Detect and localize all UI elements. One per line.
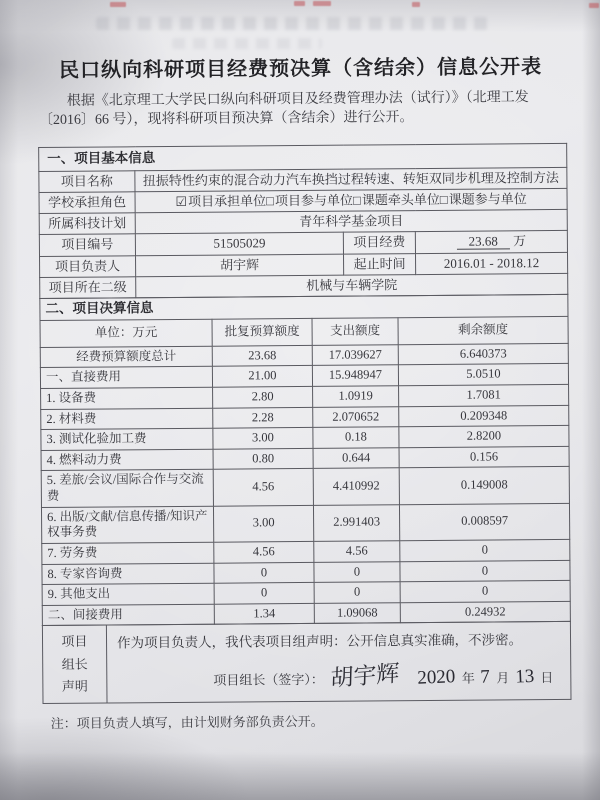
- section-budget-info-title: 二、项目决算信息: [40, 295, 568, 321]
- budget-remaining-cell: 2.8200: [399, 426, 569, 448]
- budget-remaining-cell: 1.7081: [399, 384, 569, 406]
- budget-spent-cell: 1.0919: [313, 386, 399, 407]
- budget-spent-cell: 1.09068: [314, 603, 400, 624]
- document-title: 民口纵向科研项目经费预决算（含结余）信息公开表: [58, 56, 543, 82]
- intro-line-1: 根据《北京理工大学民口纵向科研项目及经费管理办法（试行）》（北理工发: [66, 90, 529, 109]
- department-label: 项目所在二级: [40, 277, 136, 299]
- declaration-label-line: 组长: [61, 656, 88, 672]
- budget-row-label: 二、间接费用: [42, 604, 214, 626]
- fund-amount: 23.68: [457, 234, 510, 250]
- checkbox-icon: □: [266, 193, 275, 209]
- leader-signature-handwriting: 胡宇辉: [329, 660, 400, 692]
- budget-remaining-cell: 0: [400, 581, 570, 603]
- budget-remaining-cell: 0.24932: [400, 601, 570, 623]
- unit-header: 单位：万元: [40, 319, 212, 347]
- budget-remaining-cell: 6.640373: [398, 343, 568, 365]
- role-option: [266, 192, 353, 208]
- budget-remaining-cell: 0: [400, 560, 570, 582]
- budget-approved-cell: 4.56: [213, 469, 313, 506]
- budget-remaining-cell: 0.209348: [399, 405, 569, 427]
- basic-info-table: [38, 143, 568, 300]
- period-value: 2016.01 - 2018.12: [415, 252, 567, 274]
- project-name-label: 项目名称: [39, 170, 135, 192]
- budget-row: [41, 503, 569, 543]
- declaration-label-line: 声明: [61, 678, 88, 694]
- budget-row-label: 7. 劳务费: [42, 542, 214, 564]
- signature-label: 项目组长（签字）：: [213, 671, 324, 688]
- budget-approved-cell: 2.28: [213, 407, 313, 428]
- budget-row-label: 4. 燃料动力费: [41, 449, 213, 471]
- budget-approved-cell: 0.80: [213, 448, 313, 469]
- budget-approved-cell: 21.00: [212, 366, 312, 387]
- budget-spent-cell: 17.039627: [312, 344, 398, 365]
- budget-row-label: 8. 专家咨询费: [42, 563, 214, 585]
- budget-spent-cell: 2.070652: [313, 406, 399, 427]
- budget-approved-cell: 2.80: [213, 386, 313, 407]
- checkbox-checked-icon: ☑: [175, 193, 188, 209]
- declaration-row: [42, 622, 571, 704]
- science-plan-value: 青年科学基金项目: [135, 210, 567, 235]
- period-label: 起止时间: [343, 253, 415, 275]
- budget-remaining-cell: 0.008597: [399, 503, 569, 541]
- department-value: 机械与车辆学院: [136, 273, 568, 298]
- role-option-label: 项目承担单位: [188, 193, 267, 209]
- handwritten-date: [415, 667, 557, 687]
- budget-header-row: [40, 316, 568, 347]
- budget-row-label: 6. 出版/文献/信息传播/知识产权事务费: [41, 506, 213, 544]
- declaration-table: [42, 621, 572, 704]
- role-option-label: 项目参与单位: [274, 192, 354, 209]
- budget-row-label: 1. 设备费: [41, 387, 213, 409]
- budget-approved-cell: 3.00: [213, 505, 313, 542]
- budget-spent-cell: 0.18: [313, 427, 399, 448]
- section-basic-info-title: 一、项目基本信息: [39, 143, 567, 171]
- project-leader-value: 胡宇辉: [136, 254, 344, 277]
- role-option-label: 课题牵头单位: [361, 191, 440, 208]
- budget-remaining-cell: 0: [400, 539, 570, 561]
- budget-row-label: 5. 差旅/会议/国际合作与交流费: [41, 470, 213, 508]
- budget-spent-cell: 15.948947: [312, 365, 398, 386]
- budget-spent-cell: 4.410992: [313, 468, 399, 505]
- intro-paragraph: [39, 89, 563, 131]
- footnote: 注：项目负责人填写，由计划财务部负责公开。: [50, 713, 324, 732]
- budget-spent-cell: 2.991403: [313, 504, 399, 541]
- budget-spent-cell: 0: [314, 582, 400, 603]
- declaration-label-line: 项目: [61, 634, 88, 650]
- budget-spent-cell: 0: [314, 561, 400, 582]
- role-option-label: 课题参与单位: [448, 191, 527, 207]
- budget-table-body: [40, 295, 571, 626]
- project-fund-label: 项目经费: [343, 232, 415, 254]
- budget-table: [39, 294, 571, 626]
- budget-spent-cell: 0.644: [313, 448, 399, 469]
- budget-row-label: 经费预算额度总计: [40, 346, 212, 368]
- fund-unit: 万: [513, 233, 527, 249]
- role-option: [353, 192, 440, 208]
- col-remaining-header: 剩余额度: [398, 316, 568, 344]
- col-spent-header: 支出额度: [312, 318, 398, 345]
- date-year-suffix: 年: [461, 670, 475, 686]
- project-number-value: 51505029: [135, 233, 343, 256]
- budget-row-label: 2. 材料费: [41, 408, 213, 430]
- date-day-handwritten: 13: [514, 666, 535, 688]
- signature-row: [213, 660, 556, 692]
- checkbox-icon: □: [352, 192, 361, 208]
- budget-row-label: 一、直接费用: [40, 366, 212, 388]
- col-approved-header: 批复预算额度: [212, 318, 312, 345]
- science-plan-label: 所属科技计划: [39, 213, 135, 235]
- budget-approved-cell: 0: [214, 562, 314, 583]
- project-fund-value: [415, 231, 567, 253]
- declaration-row-label: [42, 625, 107, 703]
- budget-row-label: 3. 测试化验加工费: [41, 428, 213, 450]
- budget-row: [41, 467, 569, 507]
- declaration-body: [106, 622, 571, 703]
- project-name-value: 扭振特性约束的混合动力汽车换挡过程转速、转矩双同步机理及控制方法: [135, 167, 567, 192]
- checkbox-icon: □: [439, 191, 448, 207]
- declaration-statement: 作为项目负责人，我代表项目组声明：公开信息真实准确，不涉密。: [116, 632, 523, 651]
- project-number-label: 项目编号: [39, 234, 135, 256]
- budget-remaining-cell: 5.0510: [398, 364, 568, 386]
- budget-approved-cell: 23.68: [212, 345, 312, 366]
- date-month-handwritten: 7: [480, 666, 491, 688]
- budget-row-label: 9. 其他支出: [42, 583, 214, 605]
- role-option: [440, 191, 527, 207]
- budget-approved-cell: 1.34: [214, 603, 314, 624]
- date-day-suffix: 日: [540, 670, 554, 686]
- budget-remaining-cell: 0.149008: [399, 467, 569, 505]
- budget-approved-cell: 4.56: [214, 541, 314, 562]
- budget-spent-cell: 4.56: [314, 541, 400, 562]
- date-year-handwritten: 2020: [417, 666, 457, 689]
- intro-line-2: 〔2016〕66 号），现将科研项目预决算（含结余）进行公开。: [38, 110, 414, 128]
- budget-remaining-cell: 0.156: [399, 446, 569, 468]
- budget-approved-cell: 3.00: [213, 428, 313, 449]
- role-option: [175, 193, 266, 209]
- project-leader-label: 项目负责人: [40, 255, 136, 277]
- date-month-suffix: 月: [496, 670, 510, 686]
- budget-approved-cell: 0: [214, 583, 314, 604]
- school-role-label: 学校承担角色: [39, 192, 135, 214]
